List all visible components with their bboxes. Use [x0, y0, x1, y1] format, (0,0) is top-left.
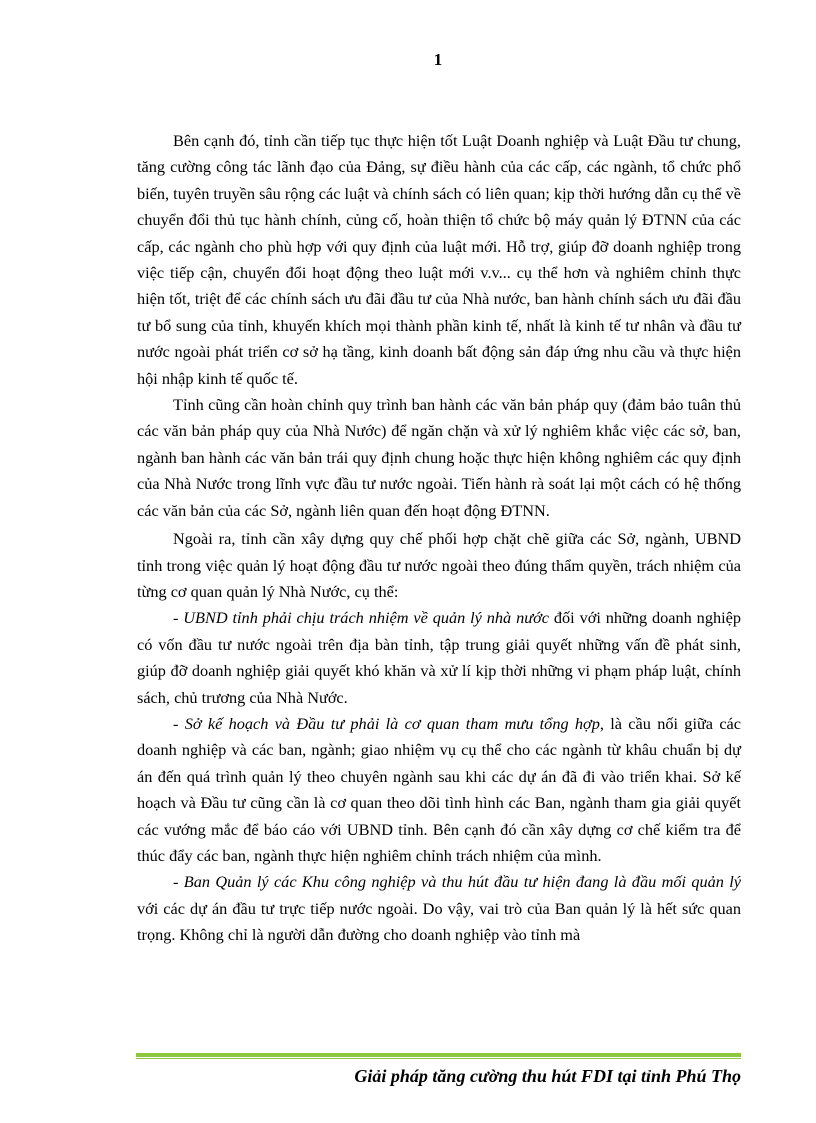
paragraph-text: đối với những doanh nghiệp có vốn đầu tư nước ngoài trên địa bàn tỉnh, tập trung giải quyết những vấn đề phát sinh, giúp đỡ doanh nghiệp giải quyết khó khăn và xử lí kịp thời những vi phạm pháp luật, chính sách, chủ trương của Nhà Nước.: [137, 608, 741, 707]
paragraph: [137, 605, 741, 711]
document-body: [137, 128, 741, 949]
paragraph-text: với các dự án đầu tư trực tiếp nước ngoài. Do vậy, vai trò của Ban quản lý là hết sức quan trọng. Không chỉ là người dẫn đường cho doanh nghiệp vào tỉnh mà: [137, 898, 741, 945]
paragraph-lead: - Ban Quản lý các Khu công nghiệp và thu hút đầu tư hiện đang là đầu mối quản lý: [173, 872, 741, 892]
paragraph: Ngoài ra, tỉnh cần xây dựng quy chế phối hợp chặt chẽ giữa các Sở, ngành, UBND tỉnh trong việc quản lý hoạt động đầu tư nước ngoài theo đúng thẩm quyền, trách nhiệm của từng cơ quan quản lý Nhà Nước, cụ thể:: [137, 529, 741, 601]
paragraph-lead: - UBND tỉnh phải chịu trách nhiệm về quản lý nhà nước: [173, 608, 550, 628]
paragraph: Tỉnh cũng cần hoàn chỉnh quy trình ban hành các văn bản pháp quy (đảm bảo tuân thủ các văn bản pháp quy của Nhà Nước) để ngăn chặn và xử lý nghiêm khắc việc các sở, ban, ngành ban hành các văn bản trái quy định chung hoặc thực hiện không nghiêm các quy định của Nhà Nước trong lĩnh vực đầu tư nước ngoài. Tiến hành rà soát lại một cách có hệ thống các văn bản của các Sở, ngành liên quan đến hoạt động ĐTNN.: [137, 395, 741, 520]
paragraph: [137, 711, 741, 869]
paragraph-lead: - Sở kế hoạch và Đầu tư phải là cơ quan tham mưu tổng hợp: [173, 713, 600, 733]
paragraph-text: , là cầu nối giữa các doanh nghiệp và các ban, ngành; giao nhiệm vụ cụ thể cho các ngành từ khâu chuẩn bị dự án đến quá trình quản lý theo chuyên ngành sau khi các dự án đã đi vào triển khai. Sở kế hoạch và Đầu tư cũng cần là cơ quan theo dõi tình hình các Ban, ngành tham gia giải quyết các vướng mắc để báo cáo với UBND tỉnh. Bên cạnh đó cần xây dựng cơ chế kiểm tra để thúc đẩy các ban, ngành thực hiện nghiêm chỉnh trách nhiệm của mình.: [137, 713, 741, 865]
paragraph: Bên cạnh đó, tỉnh cần tiếp tục thực hiện tốt Luật Doanh nghiệp và Luật Đầu tư chung, tăng cường công tác lãnh đạo của Đảng, sự điều hành của các cấp, các ngành, tổ chức phổ biến, tuyên truyền sâu rộng các luật và chính sách có liên quan; kịp thời hướng dẫn cụ thể về chuyển đổi thủ tục hành chính, củng cố, hoàn thiện tổ chức bộ máy quản lý ĐTNN của các cấp, các ngành cho phù hợp với quy định của luật mới. Hỗ trợ, giúp đỡ doanh nghiệp trong việc tiếp cận, chuyển đổi hoạt động theo luật mới v.v... cụ thể hơn và nghiêm chỉnh thực hiện tốt, triệt để các chính sách ưu đãi đầu tư của Nhà nước, ban hành chính sách ưu đãi đầu tư bổ sung của tỉnh, khuyến khích mọi thành phần kinh tế, nhất là kinh tế tư nhân và đầu tư nước ngoài phát triển cơ sở hạ tầng, kinh doanh bất động sản đáp ứng nhu cầu và thực hiện hội nhập kinh tế quốc tế.: [137, 131, 741, 388]
paragraph: [137, 869, 741, 948]
footer-divider-thin: [136, 1058, 741, 1059]
footer-divider: [136, 1053, 741, 1057]
footer-title: Giải pháp tăng cường thu hút FDI tại tỉnh Phú Thọ: [354, 1066, 741, 1086]
page-number: 1: [433, 50, 443, 69]
